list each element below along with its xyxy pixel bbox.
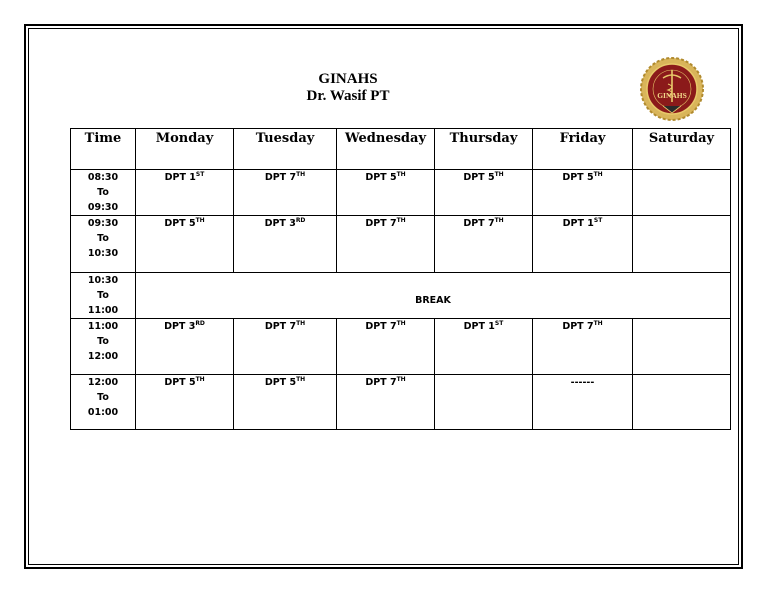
class-cell: ------	[533, 375, 633, 430]
table-row	[71, 170, 731, 216]
class-cell	[633, 319, 731, 375]
class-cell: DPT 1ST	[136, 170, 234, 216]
org-title: GINAHS	[318, 71, 378, 87]
table-row	[71, 319, 731, 375]
class-cell: DPT 1ST	[435, 319, 533, 375]
time-cell: 12:00 To 01:00	[71, 375, 136, 430]
time-cell: 10:30 To 11:00	[71, 273, 136, 319]
class-cell: DPT 5TH	[435, 170, 533, 216]
class-cell: DPT 7TH	[435, 216, 533, 273]
class-cell: DPT 5TH	[533, 170, 633, 216]
class-cell: DPT 5TH	[136, 375, 234, 430]
class-cell: DPT 7TH	[234, 170, 337, 216]
logo-text: GINAHS	[657, 91, 687, 100]
break-row	[71, 273, 731, 319]
class-cell: DPT 7TH	[337, 216, 435, 273]
class-cell	[633, 170, 731, 216]
class-cell: DPT 1ST	[533, 216, 633, 273]
column-header: Wednesday	[337, 129, 435, 170]
class-cell: DPT 3RD	[234, 216, 337, 273]
class-cell: DPT 7TH	[337, 319, 435, 375]
class-cell	[435, 375, 533, 430]
class-cell: DPT 5TH	[136, 216, 234, 273]
column-header: Monday	[136, 129, 234, 170]
column-header: Time	[71, 129, 136, 170]
class-cell	[633, 375, 731, 430]
time-cell: 11:00 To 12:00	[71, 319, 136, 375]
class-cell: DPT 7TH	[533, 319, 633, 375]
column-header: Friday	[533, 129, 633, 170]
break-label: BREAK	[136, 273, 731, 319]
column-header: Saturday	[633, 129, 731, 170]
ginahs-logo	[639, 56, 705, 122]
timetable	[70, 128, 731, 430]
column-header: Tuesday	[234, 129, 337, 170]
doctor-name: Dr. Wasif PT	[306, 88, 390, 104]
class-cell	[633, 216, 731, 273]
class-cell: DPT 7TH	[337, 375, 435, 430]
table-row	[71, 375, 731, 430]
time-cell: 09:30 To 10:30	[71, 216, 136, 273]
class-cell: DPT 5TH	[234, 375, 337, 430]
class-cell: DPT 7TH	[234, 319, 337, 375]
column-header: Thursday	[435, 129, 533, 170]
class-cell: DPT 5TH	[337, 170, 435, 216]
time-cell: 08:30 To 09:30	[71, 170, 136, 216]
table-header-row	[71, 129, 731, 170]
table-row	[71, 216, 731, 273]
class-cell: DPT 3RD	[136, 319, 234, 375]
